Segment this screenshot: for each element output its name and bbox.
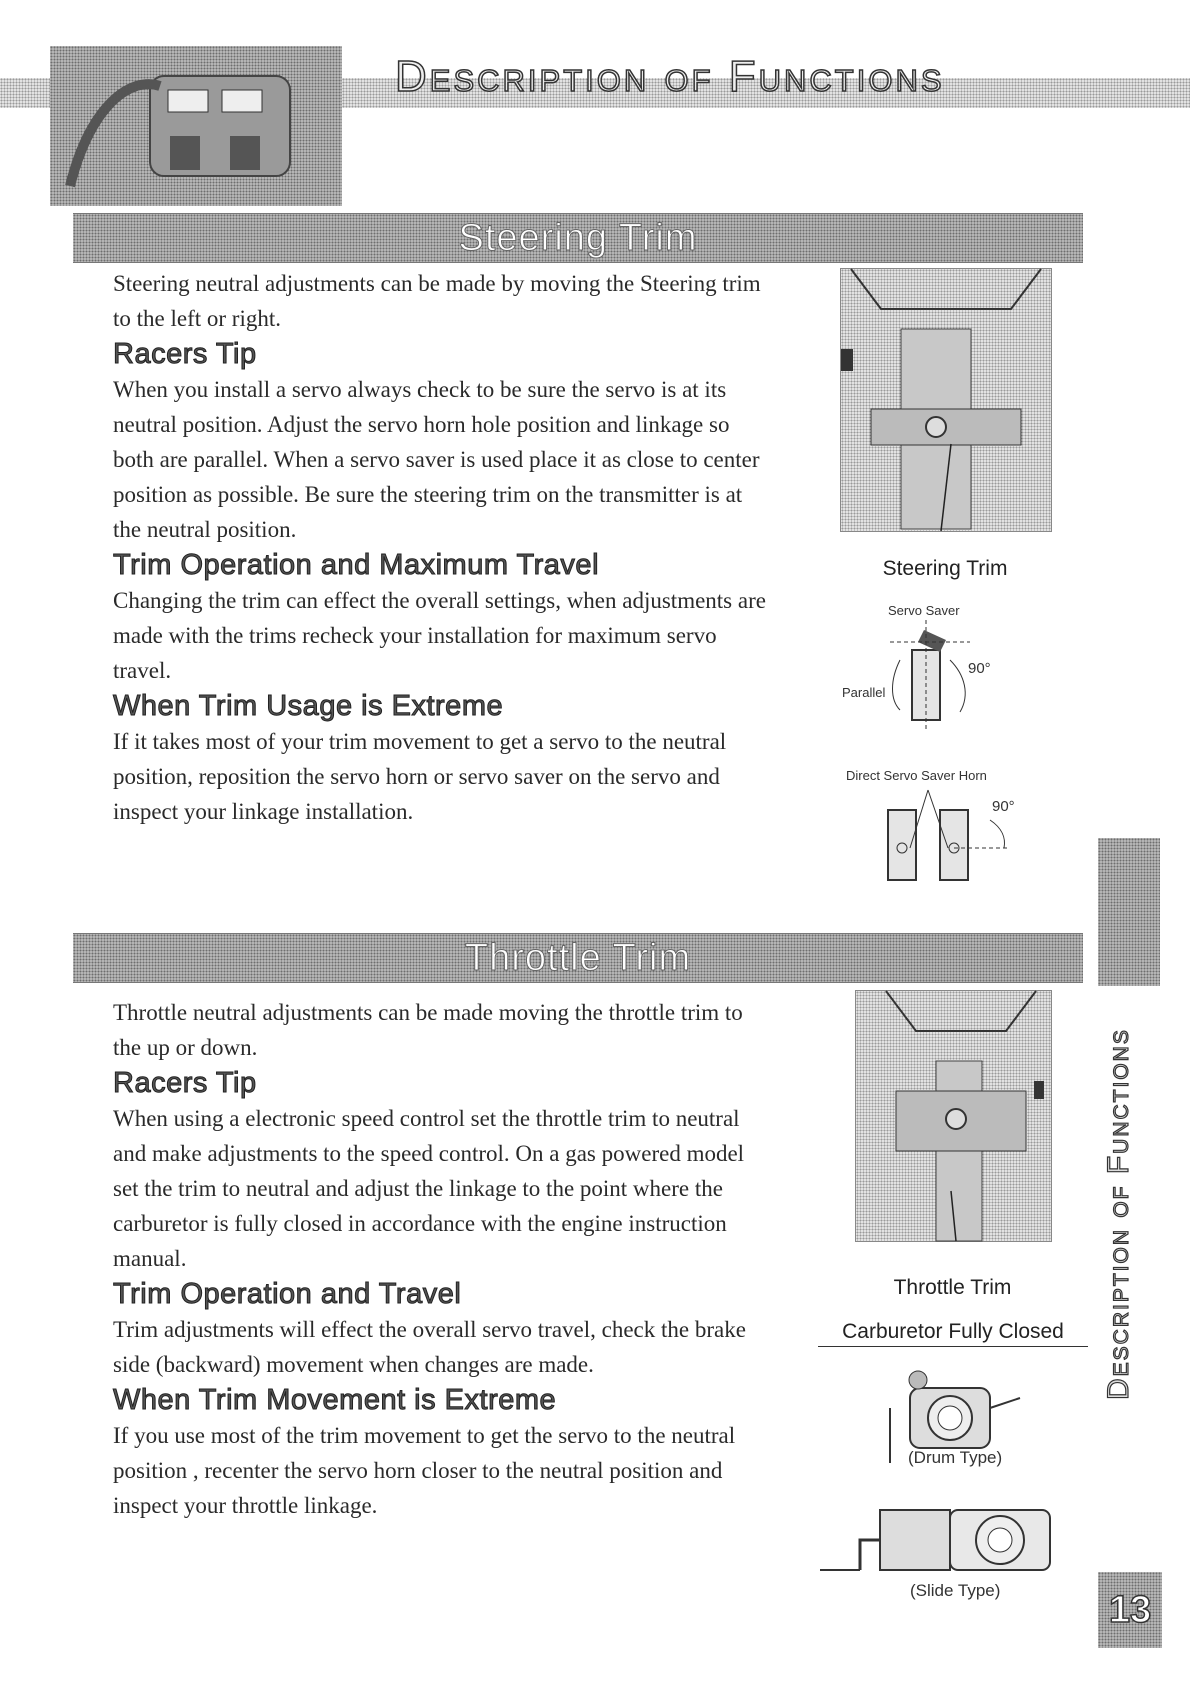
throttle-transmitter-sketch xyxy=(856,991,1051,1241)
side-tab xyxy=(1098,838,1160,986)
throttle-trim-banner xyxy=(73,933,1083,983)
steering-racers-tip-text: When you install a servo always check to be sure the servo is at its neutral position. Adjust the servo horn hole position and linkage so both are parallel. When a servo saver is used place it as close to center position as possible. Be sure the steering trim on the transmitter is at the neutral position. xyxy=(113,377,760,542)
parallel-label: Parallel xyxy=(842,685,886,700)
throttle-trim-intro: Throttle neutral adjustments can be made moving the throttle trim to the up or down. xyxy=(113,1000,743,1060)
steering-trim-op-title: Trim Operation and Maximum Travel xyxy=(113,549,600,581)
throttle-racers-tip-title: Racers Tip xyxy=(113,1067,257,1099)
steering-extreme-title: When Trim Usage is Extreme xyxy=(113,690,504,722)
servo-saver-diagram xyxy=(880,620,990,730)
steering-trim-banner xyxy=(73,213,1083,263)
page-number-tab xyxy=(1098,1572,1162,1648)
servo-saver-label: Servo Saver xyxy=(888,603,960,618)
steering-extreme-text: If it takes most of your trim movement to get a servo to the neutral position, reposition the servo horn or servo saver on the servo and inspect your linkage installation. xyxy=(113,729,727,824)
side-title: Description of Functions xyxy=(1102,1028,1135,1400)
carburetor-closed-label: Carburetor Fully Closed xyxy=(818,1320,1088,1347)
direct-servo-diagram xyxy=(880,790,1020,890)
throttle-racers-tip-text: When using a electronic speed control set the throttle trim to neutral and make adjustments to the speed control. On a gas powered model set the trim to neutral and adjust the linkage to the point where the carburetor is fully closed in accordance with the engine instruction manual. xyxy=(113,1106,745,1271)
transmitter-photo xyxy=(50,46,342,206)
direct-servo-saver-label: Direct Servo Saver Horn xyxy=(846,768,987,783)
drum-type-label: (Drum Type) xyxy=(908,1448,1003,1467)
slide-type-label: (Slide Type) xyxy=(910,1581,1001,1600)
steering-trim-caption: Steering Trim xyxy=(882,557,1008,580)
angle-label-2: 90° xyxy=(992,798,1015,815)
page-title: Description of Functions xyxy=(395,52,945,101)
steering-transmitter-image xyxy=(840,268,1052,532)
steering-trim-intro: Steering neutral adjustments can be made by moving the Steering trim to the left or right. xyxy=(113,271,761,331)
throttle-transmitter-image xyxy=(855,990,1052,1242)
page-number: 13 xyxy=(1108,1588,1152,1631)
throttle-trim-op-text: Trim adjustments will effect the overall servo travel, check the brake side (backward) movement when changes are made. xyxy=(113,1317,746,1377)
throttle-trim-heading: Throttle Trim xyxy=(464,936,692,979)
throttle-trim-text xyxy=(113,995,773,1523)
steering-racers-tip-title: Racers Tip xyxy=(113,338,257,370)
throttle-trim-op-title: Trim Operation and Travel xyxy=(113,1278,462,1310)
throttle-extreme-title: When Trim Movement is Extreme xyxy=(113,1384,557,1416)
angle-label-1: 90° xyxy=(968,660,991,677)
throttle-extreme-text: If you use most of the trim movement to get the servo to the neutral position , recenter the servo horn closer to the neutral position and inspect your throttle linkage. xyxy=(113,1423,736,1518)
steering-transmitter-sketch xyxy=(841,269,1051,531)
steering-trim-op-text: Changing the trim can effect the overall settings, when adjustments are made with the trims recheck your installation for maximum servo travel. xyxy=(113,588,766,683)
transmitter-sketch xyxy=(50,46,342,206)
steering-trim-text xyxy=(113,266,773,829)
throttle-trim-caption: Throttle Trim xyxy=(893,1276,1012,1299)
steering-trim-heading: Steering Trim xyxy=(458,216,698,259)
slide-carburetor-diagram xyxy=(820,1500,1080,1590)
